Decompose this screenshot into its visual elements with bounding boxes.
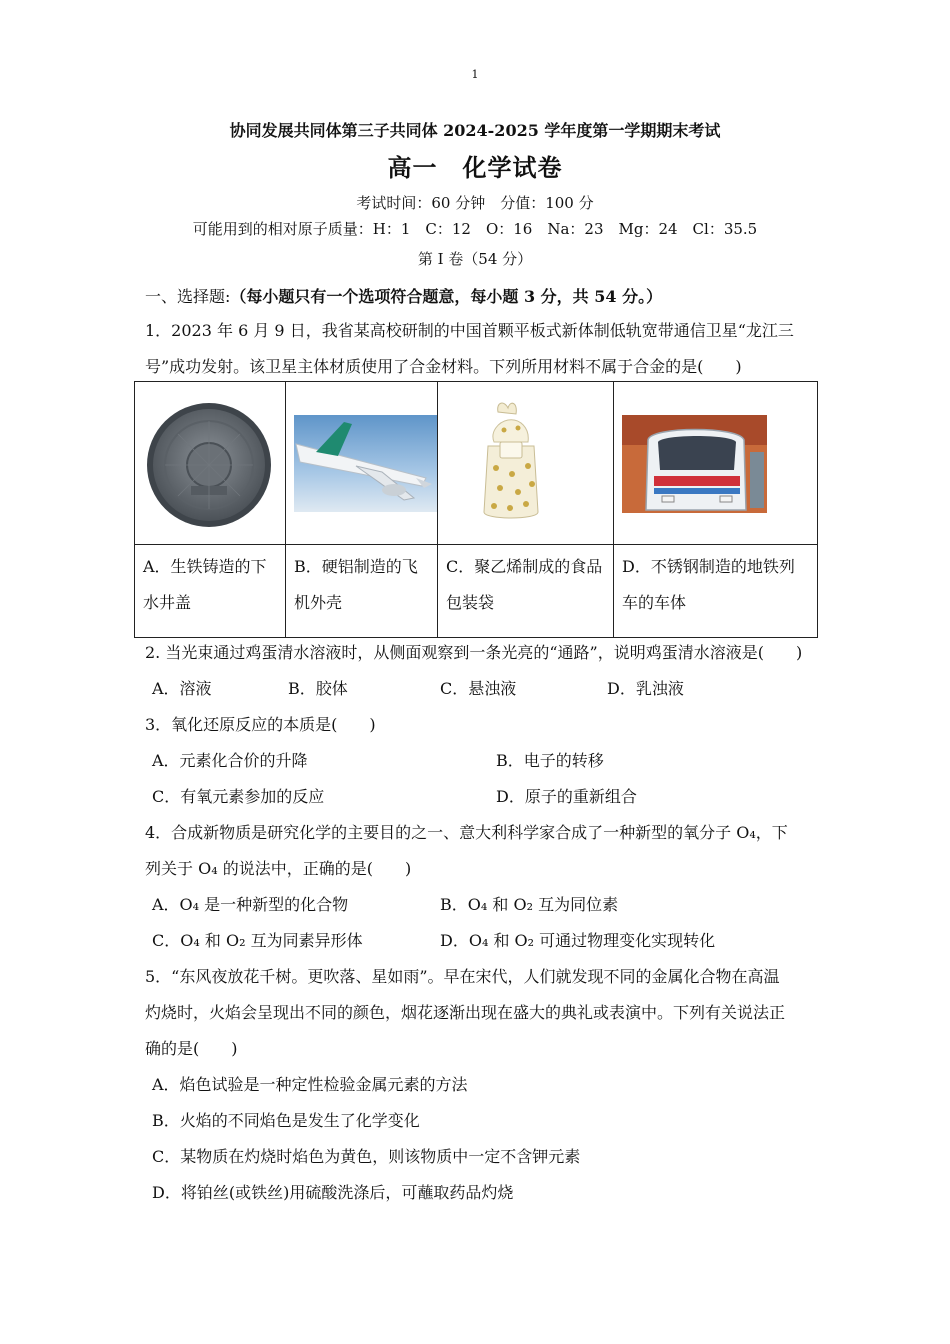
q1-option-a: A．生铁铸造的下水井盖 (135, 545, 286, 638)
q5-stem-line1: 5．“东风夜放花千树。更吹落、星如雨”。早在宋代，人们就发现不同的金属化合物在高温 (145, 967, 780, 986)
airplane-image (286, 382, 437, 544)
page-number: 1 (471, 68, 479, 81)
section-heading (145, 284, 662, 307)
q4-option-d: D．O₄ 和 O₂ 可通过物理变化实现转化 (440, 931, 716, 950)
subject-title: 高一 化学试卷 (387, 153, 563, 182)
q4-stem-line2: 列关于 O₄ 的说法中，正确的是( ) (145, 859, 412, 878)
q3-option-d: D．原子的重新组合 (496, 787, 637, 806)
section-prefix: 一、选择题: (145, 287, 231, 306)
q5-option-a: A．焰色试验是一种定性检验金属元素的方法 (152, 1075, 468, 1094)
q2-option-d: D．乳浊液 (607, 679, 684, 698)
q3-option-c: C．有氧元素参加的反应 (152, 787, 325, 806)
food-bag-image (438, 382, 613, 544)
q4-stem-line1: 4．合成新物质是研究化学的主要目的之一、意大利科学家合成了一种新型的氧分子 O₄，下 (145, 823, 788, 842)
q5-option-b: B．火焰的不同焰色是发生了化学变化 (152, 1111, 420, 1130)
q2-stem: 2. 当光束通过鸡蛋清水溶液时，从侧面观察到一条光亮的“通路”，说明鸡蛋清水溶液是( ) (145, 643, 803, 662)
q5-stem-line3: 确的是( ) (145, 1039, 238, 1058)
q2-option-c: C．悬浊液 (440, 679, 517, 698)
section-note: （每小题只有一个选项符合题意，每小题 3 分，共 54 分。） (230, 287, 663, 306)
q5-option-c: C．某物质在灼烧时焰色为黄色，则该物质中一定不含钾元素 (152, 1147, 581, 1166)
q1-option-b: B．硬铝制造的飞机外壳 (286, 545, 438, 638)
exam-info: 考试时间：60 分钟 分值：100 分 (356, 194, 594, 212)
exam-title: 协同发展共同体第三子共同体 2024-2025 学年度第一学期期末考试 (229, 121, 721, 140)
q4-option-c: C．O₄ 和 O₂ 互为同素异形体 (152, 931, 363, 950)
manhole-cover-image (135, 382, 285, 544)
q5-stem-line2: 灼烧时，火焰会呈现出不同的颜色，烟花逐渐出现在盛大的典礼或表演中。下列有关说法正 (145, 1003, 786, 1022)
q1-stem-line2: 号”成功发射。该卫星主体材质使用了合金材料。下列所用材料不属于合金的是( ) (145, 357, 742, 376)
q3-option-b: B．电子的转移 (496, 751, 604, 770)
q2-option-b: B．胶体 (288, 679, 348, 698)
q1-image-cell-d (614, 382, 818, 545)
atomic-mass-line: 可能用到的相对原子质量：H：1 C：12 O：16 Na：23 Mg：24 Cl：35.5 (192, 220, 758, 238)
volume-heading: 第 I 卷（54 分） (417, 250, 533, 268)
q1-stem-line1: 1．2023 年 6 月 9 日，我省某高校研制的中国首颗平板式新体制低轨宽带通信卫星“龙江三 (145, 321, 794, 340)
q2-option-a: A．溶液 (152, 679, 212, 698)
q1-options-table (134, 381, 818, 638)
q1-option-c: C．聚乙烯制成的食品包装袋 (438, 545, 614, 638)
q1-option-d: D．不锈钢制造的地铁列车的车体 (614, 545, 818, 638)
q4-option-b: B．O₄ 和 O₂ 互为同位素 (440, 895, 619, 914)
q5-option-d: D．将铂丝(或铁丝)用硫酸洗涤后，可蘸取药品灼烧 (152, 1183, 514, 1202)
q3-option-a: A．元素化合价的升降 (152, 751, 308, 770)
subway-train-image (614, 382, 817, 544)
q4-option-a: A．O₄ 是一种新型的化合物 (152, 895, 349, 914)
q1-image-cell-a (135, 382, 286, 545)
q3-stem: 3．氧化还原反应的本质是( ) (145, 715, 376, 734)
q1-image-cell-c (438, 382, 614, 545)
q1-image-cell-b (286, 382, 438, 545)
